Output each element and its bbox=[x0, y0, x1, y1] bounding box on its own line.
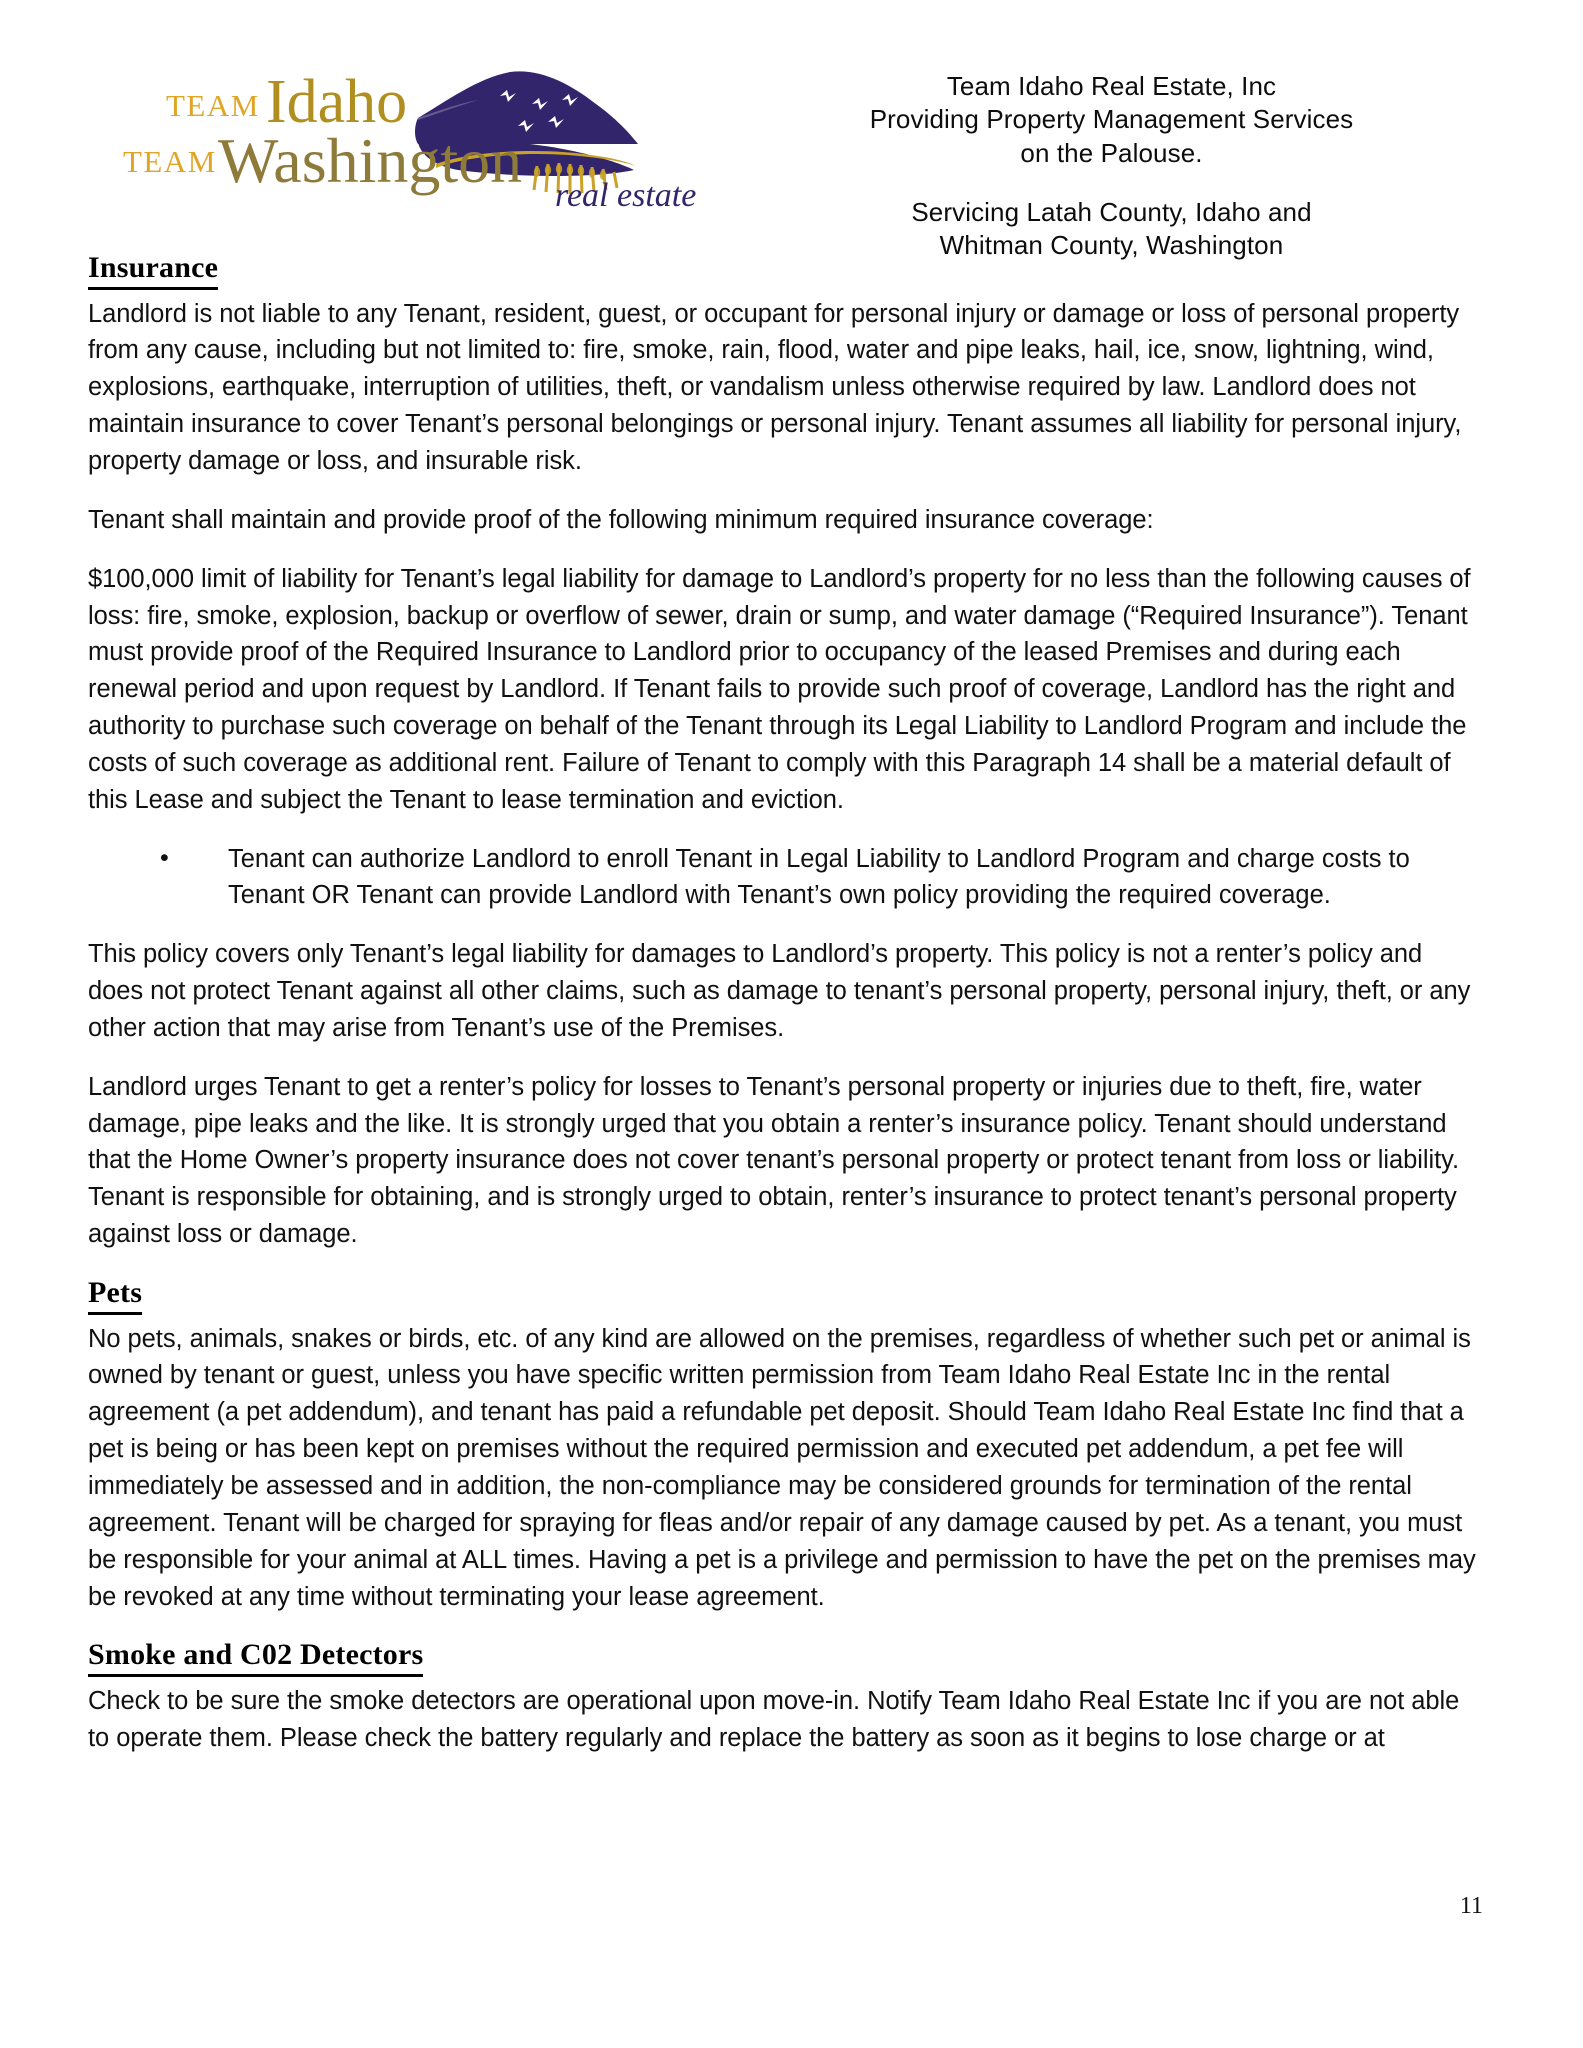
header-company-info bbox=[740, 60, 1483, 262]
logo-team-top-label: TEAM bbox=[166, 88, 260, 123]
section-heading-pets: Pets bbox=[88, 1275, 142, 1315]
logo-team-bottom-label: TEAM bbox=[123, 144, 217, 179]
header-company-line-2: Providing Property Management Services bbox=[869, 104, 1354, 135]
page-header bbox=[0, 0, 1583, 261]
insurance-paragraph-1: Landlord is not liable to any Tenant, resident, guest, or occupant for personal injury or damage or loss of personal property from any cause, including but not limited to: fire, smoke, rain, flood, water and pipe leaks, hail, ice, snow, lightning, wind, explosions, earthquake, interruption of utilities, theft, or vandalism unless otherwise required by law. Landlord does not maintain insurance to cover Tenant’s personal belongings or personal injury. Tenant assumes all liability for personal injury, property damage or loss, and insurable risk. bbox=[88, 299, 1462, 475]
section-smoke-detectors-heading-row bbox=[88, 1637, 1483, 1679]
insurance-paragraph-4: This policy covers only Tenant’s legal liability for damages to Landlord’s property. This policy is not a renter’s policy and does not protect Tenant against all other claims, such as damage to tenant’s personal property, personal injury, theft, or any other action that may arise from Tenant’s use of the Premises. bbox=[88, 940, 1471, 1042]
insurance-bullet-list bbox=[88, 841, 1483, 915]
page-number: 11 bbox=[1459, 1893, 1483, 1919]
logo-artwork bbox=[118, 60, 738, 220]
company-logo bbox=[100, 60, 740, 220]
header-service-area-line-2: Whitman County, Washington bbox=[939, 230, 1284, 261]
list-item: • Tenant can authorize Landlord to enroll Tenant in Legal Liability to Landlord Program and charge costs to Tenant OR Tenant can provide Landlord with Tenant’s own policy providing the required coverage. bbox=[160, 841, 1483, 915]
section-heading-insurance: Insurance bbox=[88, 250, 218, 290]
header-service-area-line-1: Servicing Latah County, Idaho and bbox=[911, 196, 1312, 227]
header-company-line-1: Team Idaho Real Estate, Inc bbox=[946, 71, 1277, 101]
logo-real-estate-label: real estate bbox=[555, 177, 697, 214]
smoke-detectors-paragraph-1: Check to be sure the smoke detectors are operational upon move-in. Notify Team Idaho Real Estate Inc if you are not able to operate them. Please check the battery regularly and replace the battery as soon as it begins to lose charge or at bbox=[88, 1686, 1460, 1752]
insurance-paragraph-2: Tenant shall maintain and provide proof of the following minimum required insurance coverage: bbox=[88, 505, 1154, 534]
document-body bbox=[0, 250, 1583, 1757]
logo-idaho-label: Idaho bbox=[266, 68, 408, 136]
insurance-paragraph-5: Landlord urges Tenant to get a renter’s policy for losses to Tenant’s personal property or injuries due to theft, fire, water damage, pipe leaks and the like. It is strongly urged that you obtain a renter’s insurance policy. Tenant should understand that the Home Owner’s property insurance does not cover tenant’s personal property or protect tenant from loss or liability. Tenant is responsible for obtaining, and is strongly urged to obtain, renter’s insurance to protect tenant’s personal property against loss or damage. bbox=[88, 1072, 1460, 1249]
insurance-paragraph-3: $100,000 limit of liability for Tenant’s legal liability for damage to Landlord’s property for no less than the following causes of loss: fire, smoke, explosion, backup or overflow of sewer, drain or sump, and water damage (“Required Insurance”). Tenant must provide proof of the Required Insurance to Landlord prior to occupancy of the leased Premises and during each renewal period and upon request by Landlord. If Tenant fails to provide such proof of coverage, Landlord has the right and authority to purchase such coverage on behalf of the Tenant through its Legal Liability to Landlord Program and include the costs of such coverage as additional rent. Failure of Tenant to comply with this Paragraph 14 shall be a material default of this Lease and subject the Tenant to lease termination and eviction. bbox=[88, 564, 1471, 814]
header-spacer bbox=[740, 170, 1483, 196]
section-pets-heading-row bbox=[88, 1275, 1483, 1317]
header-company-line-3: on the Palouse. bbox=[1020, 137, 1203, 168]
logo-washington-label: Washington bbox=[218, 125, 523, 196]
pets-paragraph-1: No pets, animals, snakes or birds, etc. of any kind are allowed on the premises, regardless of whether such pet or animal is owned by tenant or guest, unless you have specific written permission from Team Idaho Real Estate Inc in the rental agreement (a pet addendum), and tenant has paid a refundable pet deposit. Should Team Idaho Real Estate Inc find that a pet is being or has been kept on premises without the required permission and executed pet addendum, a pet fee will immediately be assessed and in addition, the non-compliance may be considered grounds for termination of the rental agreement. Tenant will be charged for spraying for fleas and/or repair of any damage caused by pet. As a tenant, you must be responsible for your animal at ALL times. Having a pet is a privilege and permission to have the pet on the premises may be revoked at any time without terminating your lease agreement. bbox=[88, 1324, 1476, 1611]
section-heading-smoke-co2-detectors: Smoke and C02 Detectors bbox=[88, 1637, 423, 1677]
